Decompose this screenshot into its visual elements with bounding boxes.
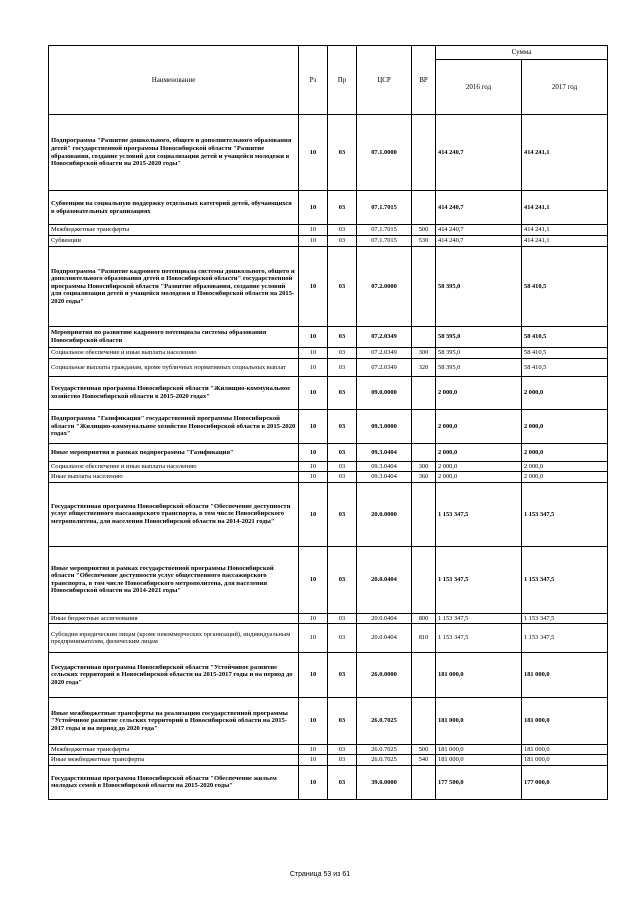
cell-2017: 414 241,1: [522, 115, 608, 191]
cell-2017: 2 000,0: [522, 444, 608, 462]
cell-pr: 03: [328, 191, 357, 225]
table-row: [49, 359, 608, 377]
cell-2017: 414 241,1: [522, 191, 608, 225]
cell-csr: 07.2.0349: [357, 359, 412, 377]
cell-2016: 1 153 347,5: [436, 624, 522, 653]
cell-name: Межбюджетные трансферты: [49, 225, 299, 236]
cell-pr: 03: [328, 359, 357, 377]
cell-rz: 10: [299, 546, 328, 613]
cell-rz: 10: [299, 613, 328, 623]
cell-2017: 177 000,0: [522, 765, 608, 799]
cell-csr: 07.2.0349: [357, 327, 412, 348]
cell-pr: 03: [328, 327, 357, 348]
cell-vr: [412, 377, 436, 410]
cell-pr: 03: [328, 115, 357, 191]
table-row: [49, 377, 608, 410]
cell-2016: 181 000,0: [436, 755, 522, 765]
cell-vr: [412, 327, 436, 348]
cell-csr: 26.0.7025: [357, 698, 412, 745]
cell-2016: 2 000,0: [436, 410, 522, 444]
cell-vr: 300: [412, 348, 436, 359]
cell-csr: 20.0.0000: [357, 482, 412, 546]
cell-csr: 07.2.0349: [357, 348, 412, 359]
cell-rz: 10: [299, 462, 328, 472]
cell-vr: [412, 444, 436, 462]
cell-2016: 414 240,7: [436, 236, 522, 247]
cell-rz: 10: [299, 377, 328, 410]
table-row: [49, 755, 608, 765]
cell-pr: 03: [328, 348, 357, 359]
cell-pr: 03: [328, 225, 357, 236]
cell-pr: 03: [328, 698, 357, 745]
cell-pr: 03: [328, 410, 357, 444]
cell-2017: 1 153 347,5: [522, 613, 608, 623]
cell-rz: 10: [299, 472, 328, 482]
cell-pr: 03: [328, 613, 357, 623]
table-row: [49, 348, 608, 359]
cell-pr: 03: [328, 745, 357, 755]
table-row: [49, 698, 608, 745]
cell-csr: 20.0.0404: [357, 624, 412, 653]
cell-rz: 10: [299, 755, 328, 765]
cell-csr: 26.0.0000: [357, 653, 412, 698]
cell-pr: 03: [328, 472, 357, 482]
cell-name: Государственная программа Новосибирской области "Обеспечение доступности услуг общественного пассажирского транспорта, в том числе Новосибирского метрополитена, для населения Новосибирской области на 2014-2021 годы": [49, 482, 299, 546]
cell-2017: 58 410,5: [522, 359, 608, 377]
cell-rz: 10: [299, 359, 328, 377]
cell-csr: 26.0.7025: [357, 745, 412, 755]
table-header: [49, 46, 608, 115]
table-row: [49, 472, 608, 482]
cell-2016: 181 000,0: [436, 745, 522, 755]
cell-2017: 181 000,0: [522, 653, 608, 698]
cell-rz: 10: [299, 225, 328, 236]
cell-vr: 360: [412, 472, 436, 482]
cell-2016: 181 000,0: [436, 653, 522, 698]
cell-vr: [412, 410, 436, 444]
cell-name: Субвенции: [49, 236, 299, 247]
cell-vr: [412, 247, 436, 327]
cell-vr: 530: [412, 236, 436, 247]
cell-2016: 177 500,0: [436, 765, 522, 799]
cell-pr: 03: [328, 444, 357, 462]
cell-rz: 10: [299, 327, 328, 348]
cell-2017: 58 410,5: [522, 327, 608, 348]
table-row: [49, 653, 608, 698]
budget-table: [48, 45, 608, 800]
cell-vr: 300: [412, 462, 436, 472]
cell-pr: 03: [328, 377, 357, 410]
cell-pr: 03: [328, 624, 357, 653]
cell-csr: 09.3.0404: [357, 472, 412, 482]
cell-vr: 320: [412, 359, 436, 377]
cell-csr: 09.3.0000: [357, 410, 412, 444]
cell-name: Иные бюджетные ассигнования: [49, 613, 299, 623]
cell-name: Подпрограмма "Газификация" государственной программы Новосибирской области "Жилищно-коммунальное хозяйство Новосибирской области в 2015-2020 годах": [49, 410, 299, 444]
cell-name: Мероприятия по развитию кадрового потенциала системы образования Новосибирской области: [49, 327, 299, 348]
cell-2017: 181 000,0: [522, 755, 608, 765]
cell-rz: 10: [299, 745, 328, 755]
cell-csr: 20.0.0404: [357, 546, 412, 613]
table-row: [49, 462, 608, 472]
cell-2016: 1 153 347,5: [436, 613, 522, 623]
cell-vr: [412, 482, 436, 546]
cell-rz: 10: [299, 115, 328, 191]
cell-2016: 414 240,7: [436, 115, 522, 191]
cell-name: Государственная программа Новосибирской области "Жилищно-коммунальное хозяйство Новосибирской области в 2015-2020 годах": [49, 377, 299, 410]
cell-csr: 07.1.7015: [357, 225, 412, 236]
cell-2017: 181 000,0: [522, 698, 608, 745]
cell-2016: 58 395,0: [436, 348, 522, 359]
cell-2017: 58 410,5: [522, 348, 608, 359]
header-year-2016: 2016 год: [436, 59, 522, 114]
cell-2017: 1 153 347,5: [522, 482, 608, 546]
header-name: Наименование: [49, 46, 299, 115]
cell-2016: 181 000,0: [436, 698, 522, 745]
cell-pr: 03: [328, 765, 357, 799]
cell-2017: 58 410,5: [522, 247, 608, 327]
cell-2016: 58 395,0: [436, 327, 522, 348]
table-row: [49, 765, 608, 799]
table-row: [49, 247, 608, 327]
cell-2017: 2 000,0: [522, 377, 608, 410]
cell-2017: 2 000,0: [522, 472, 608, 482]
cell-name: Иные мероприятия в рамках государственной программы Новосибирской области "Обеспечение доступности услуг общественного пассажирского транспорта, в том числе Новосибирского метрополитена, для населения Новосибирской области на 2014-2021 годы": [49, 546, 299, 613]
cell-csr: 07.1.7015: [357, 236, 412, 247]
header-year-2017: 2017 год: [522, 59, 608, 114]
cell-name: Государственная программа Новосибирской области "Устойчивое развитие сельских территорий в Новосибирской области на 2015-2017 годы и на период до 2020 года": [49, 653, 299, 698]
cell-csr: 07.1.0000: [357, 115, 412, 191]
cell-vr: [412, 765, 436, 799]
cell-rz: 10: [299, 236, 328, 247]
header-pr: Пр: [328, 46, 357, 115]
cell-rz: 10: [299, 410, 328, 444]
cell-2016: 414 240,7: [436, 191, 522, 225]
cell-vr: 540: [412, 755, 436, 765]
cell-vr: [412, 191, 436, 225]
cell-vr: 810: [412, 624, 436, 653]
cell-vr: [412, 115, 436, 191]
page-number: Страница 53 из 61: [289, 871, 351, 878]
cell-csr: 09.3.0404: [357, 462, 412, 472]
cell-pr: 03: [328, 482, 357, 546]
cell-name: Субвенции на социальную поддержку отдельных категорий детей, обучающихся в образовательных организациях: [49, 191, 299, 225]
table-row: [49, 613, 608, 623]
cell-csr: 09.0.0000: [357, 377, 412, 410]
cell-rz: 10: [299, 444, 328, 462]
cell-csr: 07.1.7015: [357, 191, 412, 225]
cell-rz: 10: [299, 247, 328, 327]
cell-name: Иные межбюджетные трансферты: [49, 755, 299, 765]
table-row: [49, 745, 608, 755]
cell-pr: 03: [328, 653, 357, 698]
cell-2017: 2 000,0: [522, 462, 608, 472]
cell-rz: 10: [299, 653, 328, 698]
cell-2016: 2 000,0: [436, 462, 522, 472]
cell-pr: 03: [328, 247, 357, 327]
table-row: [49, 191, 608, 225]
header-sum: Сумма: [436, 46, 608, 60]
cell-name: Социальное обеспечение и иные выплаты населению: [49, 462, 299, 472]
cell-2016: 414 240,7: [436, 225, 522, 236]
header-csr: ЦСР: [357, 46, 412, 115]
cell-pr: 03: [328, 755, 357, 765]
cell-vr: 500: [412, 745, 436, 755]
cell-vr: [412, 546, 436, 613]
cell-csr: 26.0.7025: [357, 755, 412, 765]
cell-2017: 1 153 347,5: [522, 546, 608, 613]
header-rz: Рз: [299, 46, 328, 115]
cell-2016: 58 395,0: [436, 359, 522, 377]
cell-2017: 1 153 347,5: [522, 624, 608, 653]
cell-rz: 10: [299, 191, 328, 225]
table-row: [49, 546, 608, 613]
cell-name: Межбюджетные трансферты: [49, 745, 299, 755]
cell-rz: 10: [299, 482, 328, 546]
table-row: [49, 482, 608, 546]
cell-vr: 500: [412, 225, 436, 236]
cell-csr: 07.2.0000: [357, 247, 412, 327]
cell-pr: 03: [328, 462, 357, 472]
cell-csr: 20.0.0404: [357, 613, 412, 623]
cell-vr: [412, 653, 436, 698]
header-vr: ВР: [412, 46, 436, 115]
cell-rz: 10: [299, 348, 328, 359]
table-row: [49, 327, 608, 348]
cell-rz: 10: [299, 698, 328, 745]
cell-2016: 1 153 347,5: [436, 546, 522, 613]
cell-pr: 03: [328, 236, 357, 247]
cell-csr: 39.0.0000: [357, 765, 412, 799]
cell-name: Иные выплаты населению: [49, 472, 299, 482]
cell-2017: 414 241,1: [522, 236, 608, 247]
cell-2016: 2 000,0: [436, 444, 522, 462]
cell-vr: [412, 698, 436, 745]
table-body: [49, 115, 608, 800]
cell-2016: 1 153 347,5: [436, 482, 522, 546]
cell-name: Субсидии юридическим лицам (кроме некоммерческих организаций), индивидуальным предпринимателям, физическим лицам: [49, 624, 299, 653]
table-row: [49, 115, 608, 191]
cell-2017: 2 000,0: [522, 410, 608, 444]
cell-pr: 03: [328, 546, 357, 613]
cell-name: Иные межбюджетные трансферты на реализацию государственной программы "Устойчивое развитие сельских территорий в Новосибирской области на 2015-2017 годы и на период до 2020 года": [49, 698, 299, 745]
cell-rz: 10: [299, 765, 328, 799]
cell-2016: 2 000,0: [436, 472, 522, 482]
cell-2016: 58 395,0: [436, 247, 522, 327]
cell-name: Социальные выплаты гражданам, кроме публичных нормативных социальных выплат: [49, 359, 299, 377]
cell-name: Подпрограмма "Развитие кадрового потенциала системы дошкольного, общего и дополнительного образования детей в Новосибирской области" государственной программы Новосибирской области "Развитие образования, создание условий для социализации детей и учащейся молодежи в Новосибирской области на 2015-2020 годы": [49, 247, 299, 327]
table-row: [49, 236, 608, 247]
cell-csr: 09.3.0404: [357, 444, 412, 462]
cell-name: Подпрограмма "Развитие дошкольного, общего и дополнительного образования детей" государственной программы Новосибирской области "Развитие образования, создание условий для социализации детей и учащейся молодежи в Новосибирской области на 2015-2020 годы": [49, 115, 299, 191]
table-row: [49, 444, 608, 462]
table-row: [49, 410, 608, 444]
cell-name: Иные мероприятия в рамках подпрограммы "Газификация": [49, 444, 299, 462]
cell-rz: 10: [299, 624, 328, 653]
cell-vr: 800: [412, 613, 436, 623]
cell-name: Социальное обеспечение и иные выплаты населению: [49, 348, 299, 359]
table-row: [49, 225, 608, 236]
cell-2017: 414 241,1: [522, 225, 608, 236]
cell-2017: 181 000,0: [522, 745, 608, 755]
table-row: [49, 624, 608, 653]
cell-2016: 2 000,0: [436, 377, 522, 410]
cell-name: Государственная программа Новосибирской области "Обеспечение жильем молодых семей в Новосибирской области на 2015-2020 годы": [49, 765, 299, 799]
